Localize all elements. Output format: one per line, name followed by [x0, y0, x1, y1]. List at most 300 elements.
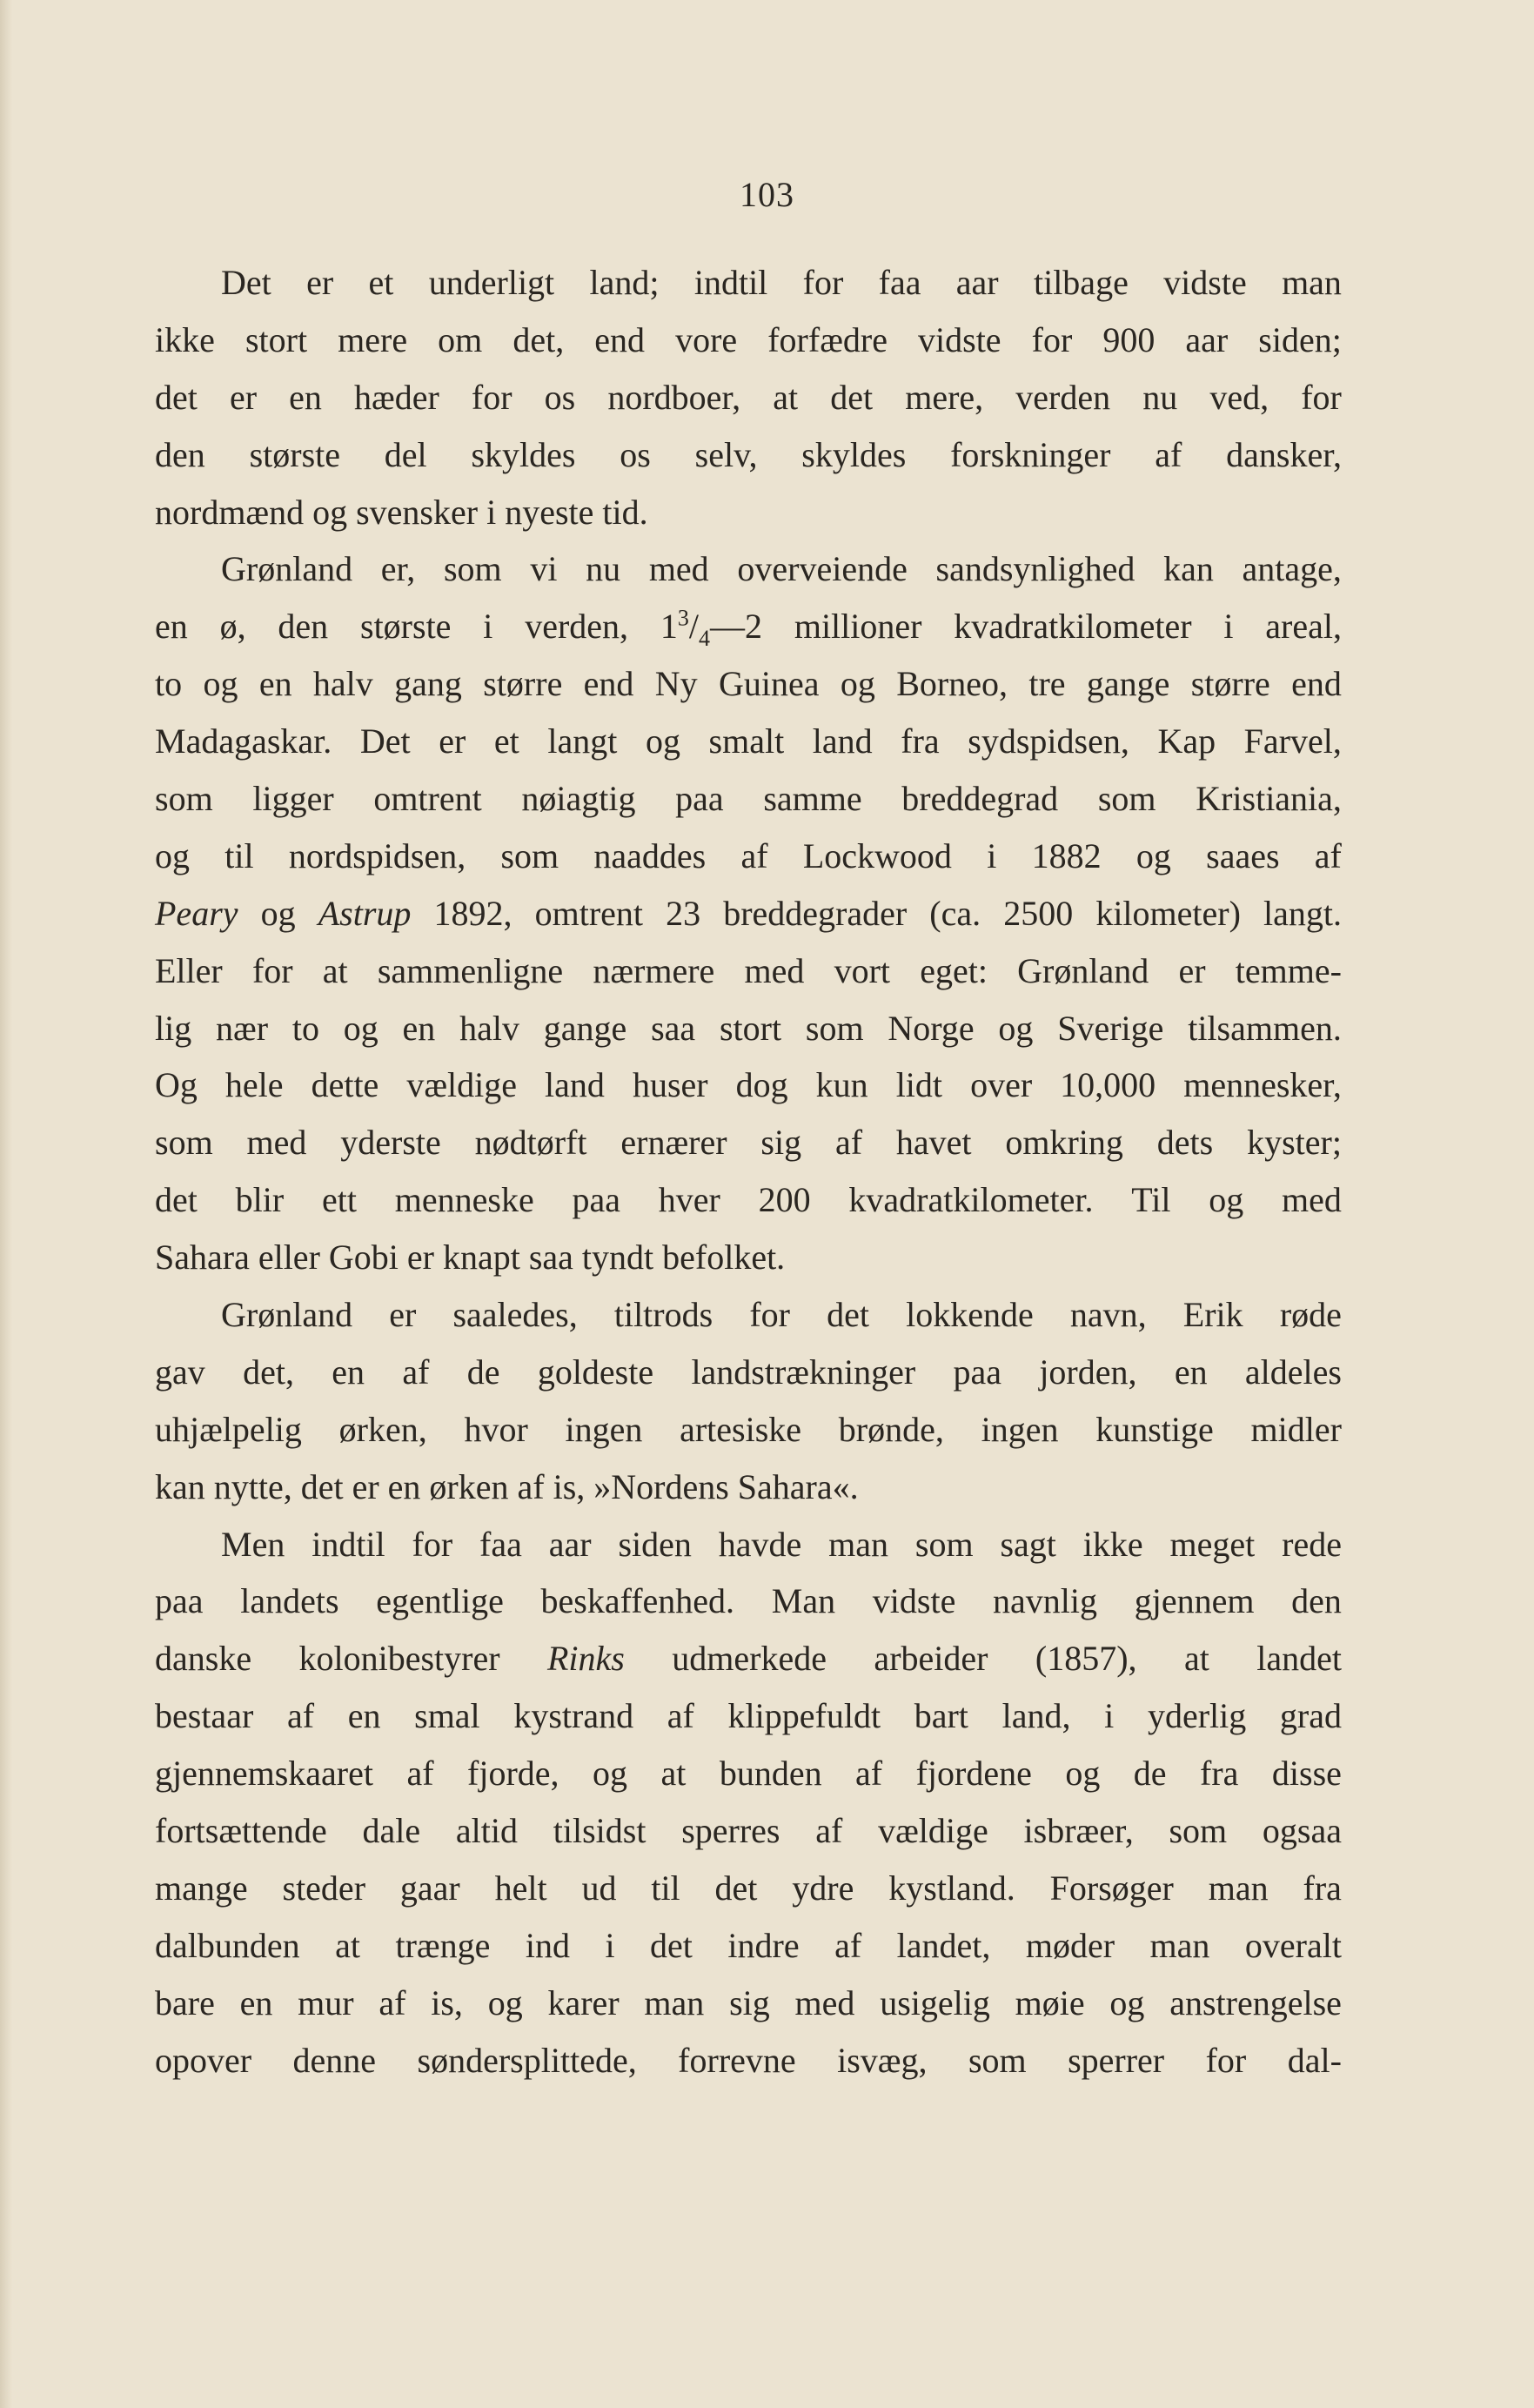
word: af — [740, 835, 768, 875]
word: at — [773, 377, 799, 417]
word: usigelig — [880, 1982, 990, 2022]
text-line-italic-name — [155, 1630, 1342, 1687]
word: naaddes — [593, 835, 707, 875]
word: det, — [512, 319, 565, 359]
word: med — [246, 1123, 307, 1163]
word: med — [1282, 1180, 1342, 1220]
word: største — [249, 434, 340, 474]
word: grad — [1279, 1696, 1342, 1736]
word: med — [794, 1982, 855, 2022]
word: landstrækninger — [691, 1352, 916, 1392]
text-line: Sahara eller Gobi er knapt saa tyndt befolket. — [155, 1238, 786, 1278]
word: temme- — [1235, 950, 1342, 990]
word: aar — [955, 263, 999, 302]
text-line — [155, 2032, 1342, 2089]
text-line — [155, 942, 1342, 1000]
word: med — [648, 549, 709, 589]
word: man — [1149, 1925, 1210, 1965]
word: menneske — [394, 1180, 534, 1220]
word: aar — [1185, 319, 1229, 359]
word: om — [438, 319, 483, 359]
word: en — [1174, 1352, 1208, 1392]
text-segment: en ø, den største i verden, 1 — [155, 607, 678, 647]
word: ydre — [792, 1868, 854, 1908]
word: for — [1205, 2040, 1247, 2080]
word: mennesker, — [1183, 1065, 1342, 1105]
word: Grønland — [1017, 950, 1149, 990]
fraction-slash: / — [688, 607, 699, 647]
word: det — [714, 1868, 758, 1908]
word: landets — [240, 1581, 339, 1621]
word: man — [644, 1982, 705, 2022]
text-line — [155, 1802, 1342, 1860]
word: forskninger — [950, 434, 1111, 474]
word: gang — [394, 664, 462, 704]
word: et — [368, 263, 394, 302]
word: tre — [1028, 664, 1066, 704]
word: end — [594, 319, 646, 359]
word: forfædre — [767, 319, 888, 359]
word: sandsynlighed — [935, 549, 1135, 589]
word: som — [968, 2040, 1027, 2080]
word: fra — [901, 721, 940, 761]
fraction-numerator: 3 — [677, 606, 689, 632]
word: som — [155, 779, 213, 819]
word: isbræer, — [1023, 1811, 1134, 1851]
word: de — [1133, 1754, 1167, 1794]
word: land — [545, 1065, 605, 1105]
word: og — [998, 1008, 1034, 1048]
word: karer — [547, 1982, 620, 2022]
text-line-italic-names — [155, 885, 1342, 942]
word: Borneo, — [896, 664, 1008, 704]
word: yderlig — [1147, 1696, 1247, 1736]
word: det — [650, 1925, 693, 1965]
text-segment: —2 millioner kvadratkilometer i areal, — [710, 607, 1342, 647]
text-line: kan nytte, det er en ørken af is, »Nordens Sahara«. — [155, 1466, 859, 1506]
word: til — [651, 1868, 680, 1908]
word: Madagaskar. — [155, 721, 332, 761]
word: som — [443, 549, 502, 589]
word: Det — [359, 721, 411, 761]
word: kyster; — [1247, 1123, 1342, 1163]
word: bare — [155, 1982, 215, 2022]
word: isvæg, — [837, 2040, 928, 2080]
word: ernærer — [620, 1123, 727, 1163]
word: sagt — [1000, 1524, 1056, 1564]
word: søndersplittede, — [417, 2040, 637, 2080]
word: nordspidsen, — [288, 835, 466, 875]
word: og — [1109, 1982, 1145, 2022]
word: indre — [727, 1925, 800, 1965]
word: paa — [953, 1352, 1001, 1392]
word: for — [251, 950, 293, 990]
word: af — [834, 1123, 863, 1163]
word: af — [1155, 434, 1182, 474]
word: landet, — [896, 1925, 991, 1965]
word: nødtørft — [474, 1123, 587, 1163]
word: Grønland — [221, 549, 353, 589]
word: stort — [245, 319, 308, 359]
word: er — [439, 721, 466, 761]
word: tiltrods — [613, 1295, 713, 1335]
word: af — [1314, 835, 1342, 875]
word: skyldes — [801, 434, 907, 474]
word: en — [258, 664, 292, 704]
word: kan — [1163, 549, 1214, 589]
word: af — [378, 1982, 406, 2022]
word: land; — [589, 263, 660, 302]
word: rede — [1282, 1524, 1342, 1564]
text-line — [155, 426, 1342, 484]
word: indtil — [693, 263, 768, 302]
word: mere — [338, 319, 408, 359]
word: bestaar — [155, 1696, 254, 1736]
word: land, — [1001, 1696, 1071, 1736]
body-text — [155, 254, 1342, 2089]
word: for — [412, 1524, 453, 1564]
word: aldeles — [1244, 1352, 1342, 1392]
word: og — [1065, 1754, 1101, 1794]
word: de — [466, 1352, 500, 1392]
word: af — [402, 1352, 430, 1392]
word: aar — [548, 1524, 592, 1564]
text-line — [155, 312, 1342, 369]
text-line — [155, 1114, 1342, 1171]
word: kunstige — [1095, 1409, 1214, 1449]
text-line — [155, 713, 1342, 770]
word: beskaffenhed. — [540, 1581, 735, 1621]
word: og — [1135, 835, 1171, 875]
word: fra — [1200, 1754, 1239, 1794]
word: Men — [221, 1524, 285, 1564]
word: 900 — [1102, 319, 1156, 359]
italic-name-peary: Peary — [155, 893, 238, 933]
word: et — [493, 721, 519, 761]
word: ved, — [1209, 377, 1269, 417]
word: ikke — [155, 319, 215, 359]
text-line — [155, 1344, 1342, 1401]
word: overalt — [1244, 1925, 1342, 1965]
word: tilsidst — [553, 1811, 646, 1851]
word: ud — [581, 1868, 617, 1908]
word: smalt — [708, 721, 785, 761]
italic-name-rinks: Rinks — [547, 1639, 625, 1679]
word: dets — [1156, 1123, 1214, 1163]
word: meget — [1169, 1524, 1256, 1564]
text-line — [155, 770, 1342, 828]
word: mere, — [905, 377, 984, 417]
word: en — [402, 1008, 436, 1048]
word: ett — [321, 1180, 357, 1220]
word: og — [645, 721, 680, 761]
word: to — [155, 664, 183, 704]
word: stort — [719, 1008, 782, 1048]
word: vi — [530, 549, 558, 589]
word: Guinea — [719, 664, 820, 704]
word: brønde, — [838, 1409, 944, 1449]
word: det, — [243, 1352, 294, 1392]
word: navnlig — [993, 1581, 1098, 1621]
word: dalbunden — [155, 1925, 300, 1965]
word: Eller — [155, 950, 223, 990]
word: Farvel, — [1243, 721, 1342, 761]
word: halv — [459, 1008, 519, 1048]
word: 1882 — [1031, 835, 1102, 875]
word: og — [1209, 1180, 1244, 1220]
word: sig — [729, 1982, 770, 2022]
word: er — [1178, 950, 1206, 990]
word: af — [834, 1925, 862, 1965]
word: lidt — [895, 1065, 943, 1105]
word: den — [1291, 1581, 1342, 1621]
word: forrevne — [678, 2040, 796, 2080]
word: over — [970, 1065, 1033, 1105]
word: Norge — [888, 1008, 975, 1048]
word: underligt — [428, 263, 555, 302]
word: den — [155, 434, 205, 474]
word: saaledes, — [452, 1295, 578, 1335]
word: større — [483, 664, 563, 704]
word: det — [827, 1295, 869, 1335]
word: og — [203, 664, 238, 704]
word: i — [1104, 1696, 1115, 1736]
word: for — [749, 1295, 790, 1335]
word: som — [155, 1123, 213, 1163]
word: mur — [298, 1982, 354, 2022]
word: vældige — [406, 1065, 518, 1105]
word: Og — [155, 1065, 198, 1105]
word: Sverige — [1057, 1008, 1164, 1048]
word: nordboer, — [607, 377, 741, 417]
word: klippefuldt — [727, 1696, 881, 1736]
word: fra — [1303, 1868, 1342, 1908]
word: kun — [815, 1065, 868, 1105]
word: end — [1291, 664, 1342, 704]
word: gjennem — [1134, 1581, 1255, 1621]
word: og — [593, 1754, 627, 1794]
word: gange — [543, 1008, 627, 1048]
word: dog — [735, 1065, 788, 1105]
word: af — [855, 1754, 883, 1794]
word: saa — [651, 1008, 696, 1048]
word: smal — [414, 1696, 480, 1736]
word: fortsættende — [155, 1811, 327, 1851]
word: paa — [572, 1180, 620, 1220]
word: samme — [763, 779, 862, 819]
word: en — [347, 1696, 381, 1736]
word: huser — [632, 1065, 708, 1105]
word: sig — [760, 1123, 802, 1163]
text-line — [155, 1745, 1342, 1802]
text-line — [155, 1401, 1342, 1459]
word: det — [830, 377, 874, 417]
word: er — [306, 263, 334, 302]
word: eget: — [920, 950, 988, 990]
word: jorden, — [1039, 1352, 1137, 1392]
word: omkring — [1005, 1123, 1123, 1163]
word: nær — [216, 1008, 269, 1048]
text-line — [155, 655, 1342, 713]
word: midler — [1250, 1409, 1342, 1449]
word: bart — [914, 1696, 968, 1736]
word: gav — [155, 1352, 205, 1392]
word: sammenligne — [377, 950, 564, 990]
word: helt — [494, 1868, 547, 1908]
word: tilsammen. — [1188, 1008, 1342, 1048]
text-line: nordmænd og svensker i nyeste tid. — [155, 492, 648, 532]
word: Det — [221, 263, 271, 302]
word: vældige — [878, 1811, 988, 1851]
word: vore — [675, 319, 738, 359]
word: sydspidsen, — [968, 721, 1129, 761]
text-segment: udmerkede arbeider (1857), at landet — [624, 1639, 1342, 1679]
word: som — [1169, 1811, 1228, 1851]
italic-name-astrup: Astrup — [318, 893, 412, 933]
word: ogsaa — [1262, 1811, 1342, 1851]
word: hele — [224, 1065, 284, 1105]
fraction-denominator: 4 — [699, 626, 710, 652]
word: anstrengelse — [1169, 1982, 1342, 2022]
word: nu — [586, 549, 621, 589]
word: og — [487, 1982, 523, 2022]
word: Erik — [1182, 1295, 1243, 1335]
word: som — [500, 835, 559, 875]
word: og — [155, 835, 190, 875]
text-segment: 1892, omtrent 23 breddegrader (ca. 2500 kilometer) langt. — [411, 893, 1342, 933]
word: en — [289, 377, 322, 417]
word: Lockwood — [802, 835, 952, 875]
word: større — [1190, 664, 1270, 704]
word: af — [286, 1696, 315, 1736]
text-line — [155, 1516, 1342, 1573]
word: Man — [771, 1581, 836, 1621]
word: land — [812, 721, 873, 761]
word: at — [660, 1754, 687, 1794]
word: steder — [282, 1868, 366, 1908]
word: opover — [155, 2040, 252, 2080]
names-line-text — [155, 885, 1342, 942]
text-line — [155, 369, 1342, 426]
word: for — [802, 263, 844, 302]
fraction-line-text — [155, 598, 1342, 655]
word: det — [155, 1180, 198, 1220]
word: faa — [479, 1524, 522, 1564]
word: paa — [155, 1581, 204, 1621]
word: Til — [1131, 1180, 1171, 1220]
text-line — [155, 1000, 1342, 1057]
word: møie — [1015, 1982, 1085, 2022]
text-line — [155, 1573, 1342, 1630]
word: det — [155, 377, 198, 417]
word: man — [1282, 263, 1342, 302]
text-line — [155, 1286, 1342, 1344]
word: 200 — [758, 1180, 811, 1220]
rinks-line-text — [155, 1630, 1342, 1687]
text-line — [155, 1056, 1342, 1114]
word: Kap — [1157, 721, 1216, 761]
word: bunden — [719, 1754, 822, 1794]
word: i — [605, 1925, 615, 1965]
word: indtil — [311, 1524, 385, 1564]
word: for — [471, 377, 512, 417]
word: artesiske — [680, 1409, 802, 1449]
word: omtrent — [373, 779, 482, 819]
word: hvor — [464, 1409, 528, 1449]
word: i — [987, 835, 997, 875]
word: dale — [362, 1811, 421, 1851]
word: at — [335, 1925, 360, 1965]
text-line — [155, 540, 1342, 598]
word: denne — [292, 2040, 377, 2080]
word: trænge — [395, 1925, 491, 1965]
word: fjordene — [915, 1754, 1032, 1794]
word: ind — [525, 1925, 570, 1965]
word: saaes — [1206, 835, 1280, 875]
word: gange — [1086, 664, 1170, 704]
text-segment: danske kolonibestyrer — [155, 1639, 547, 1679]
word: os — [544, 377, 576, 417]
word: til — [224, 835, 254, 875]
text-segment: og — [238, 893, 318, 933]
word: røde — [1279, 1295, 1342, 1335]
word: dette — [311, 1065, 379, 1105]
word: gaar — [399, 1868, 460, 1908]
word: dansker, — [1226, 434, 1342, 474]
word: som — [914, 1524, 974, 1564]
word: del — [384, 434, 427, 474]
word: skyldes — [471, 434, 576, 474]
word: ørken, — [338, 1409, 427, 1449]
word: disse — [1271, 1754, 1342, 1794]
word: 10,000 — [1060, 1065, 1156, 1105]
text-line — [155, 1917, 1342, 1975]
word: af — [406, 1754, 434, 1794]
word: ingen — [565, 1409, 643, 1449]
word: altid — [455, 1811, 518, 1851]
word: lig — [155, 1008, 192, 1048]
word: is, — [431, 1982, 463, 2022]
word: havde — [718, 1524, 802, 1564]
word: os — [620, 434, 651, 474]
word: som — [1097, 779, 1156, 819]
word: er, — [380, 549, 416, 589]
text-line — [155, 1687, 1342, 1745]
text-line — [155, 1171, 1342, 1229]
word: halv — [312, 664, 373, 704]
word: er — [389, 1295, 417, 1335]
word: antage, — [1242, 549, 1342, 589]
word: navn, — [1069, 1295, 1147, 1335]
page-binding-edge — [0, 0, 12, 2408]
word: nøiagtig — [521, 779, 636, 819]
word: overveiende — [737, 549, 908, 589]
word: faa — [878, 263, 921, 302]
word: lokkende — [906, 1295, 1034, 1335]
word: uhjælpelig — [155, 1409, 302, 1449]
page-number: 103 — [740, 175, 794, 214]
word: kvadratkilometer. — [848, 1180, 1094, 1220]
word: af — [815, 1811, 843, 1851]
word: at — [322, 950, 348, 990]
word: breddegrad — [901, 779, 1059, 819]
word: Ny — [654, 664, 698, 704]
word: mange — [155, 1868, 248, 1908]
word: og — [343, 1008, 378, 1048]
word: end — [583, 664, 634, 704]
word: af — [667, 1696, 694, 1736]
word: verden — [1015, 377, 1111, 417]
